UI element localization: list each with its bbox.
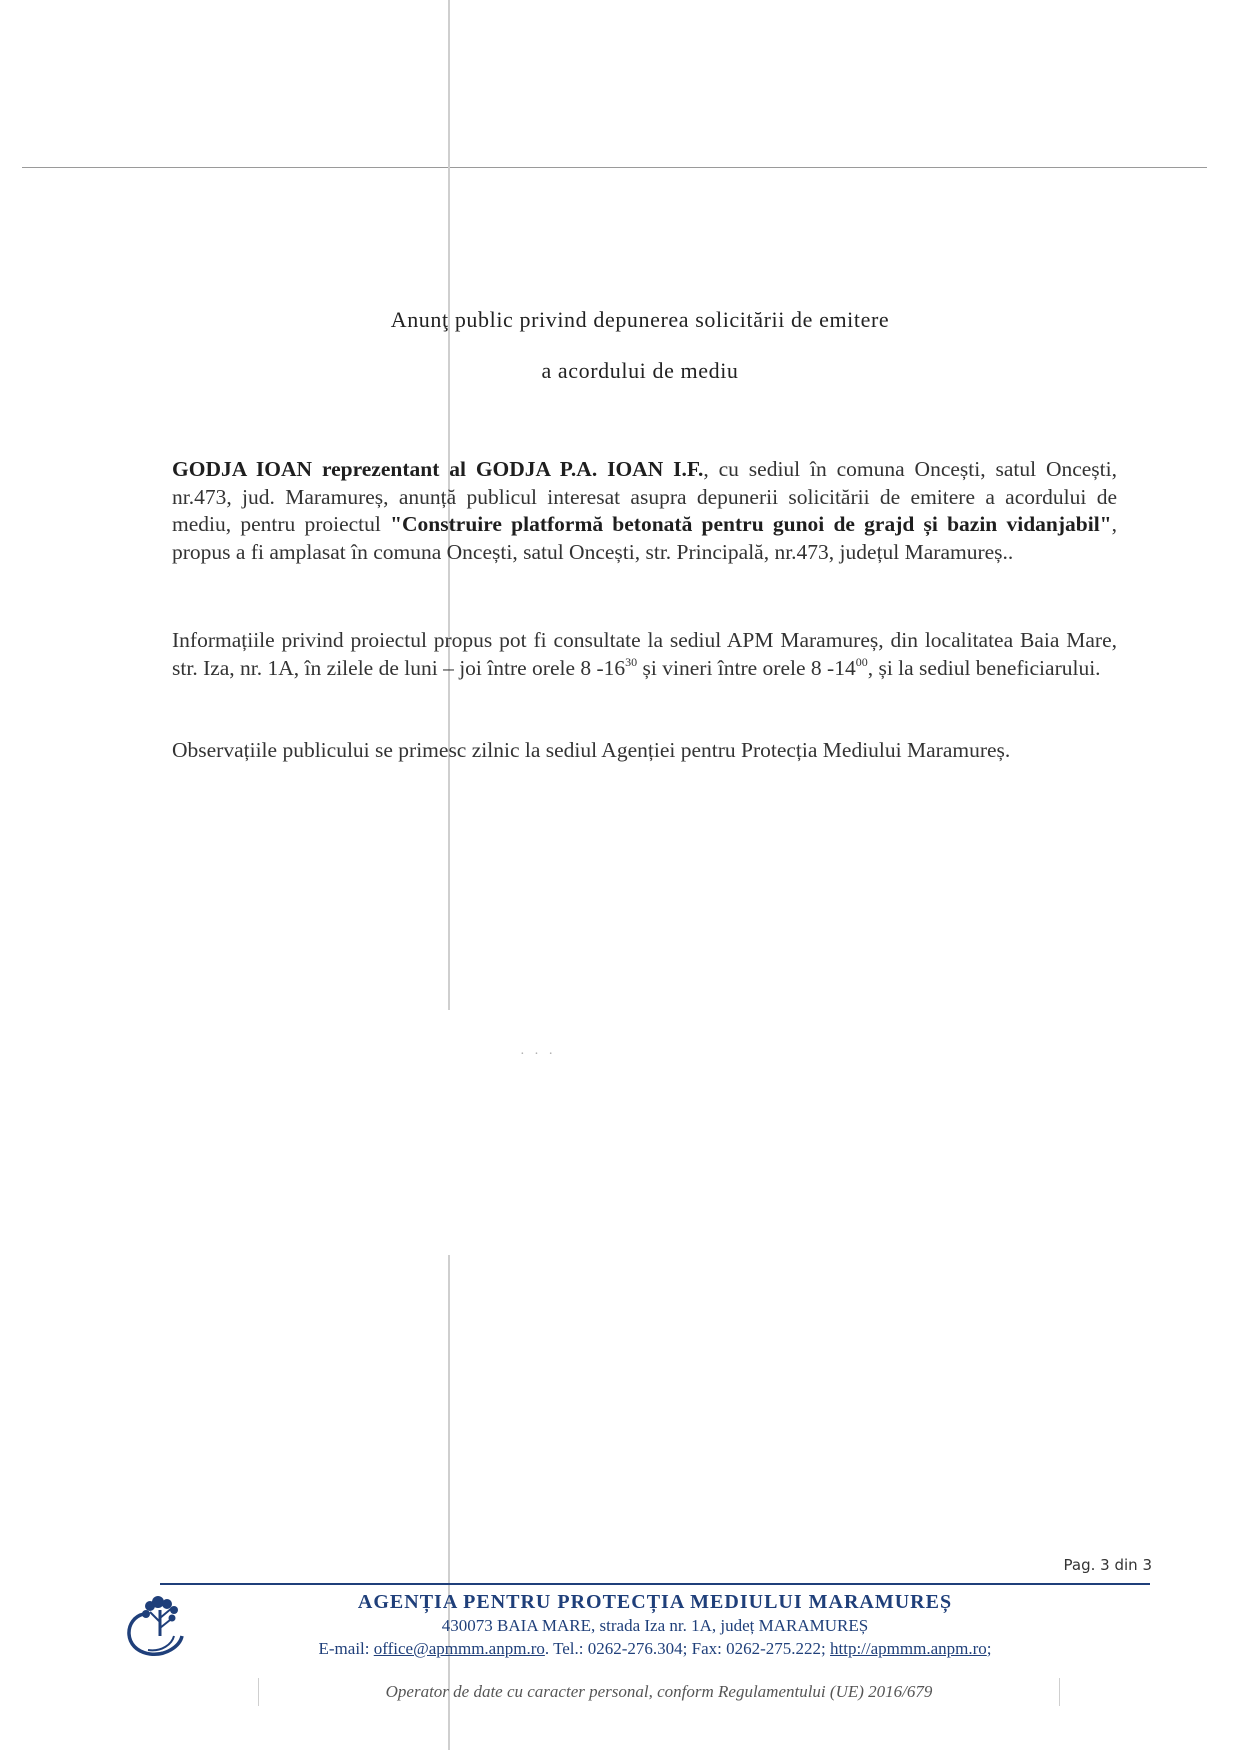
announcement-title-line2: a acordului de mediu — [541, 358, 739, 383]
project-location: , propus a fi amplasat în comuna Oncești, satul Oncești, str. Principală, nr.473, județul Maramureș.. — [172, 512, 1117, 564]
announcement-title-line1: Anunţ public privind depunerea solicitării de emitere — [390, 307, 890, 332]
consultation-beneficiary: , și la sediul beneficiarului. — [867, 655, 1101, 680]
consultation-friday: și vineri între orele 8 -14 — [637, 655, 856, 680]
scan-specks: · · · — [520, 1047, 556, 1062]
operator-note: Operator de date cu caracter personal, conform Regulamentului (UE) 2016/679 — [258, 1678, 1060, 1706]
agency-contact — [180, 1639, 1130, 1659]
applicant-name: GODJA IOAN reprezentant al GODJA P.A. IOAN I.F. — [172, 457, 704, 481]
phone-fax: . Tel.: 0262-276.304; Fax: 0262-275.222; — [544, 1639, 830, 1658]
agency-address: 430073 BAIA MARE, strada Iza nr. 1A, județ MARAMUREȘ — [441, 1616, 869, 1635]
footer-divider — [160, 1583, 1150, 1585]
email-label: E-mail: — [318, 1639, 374, 1658]
announcement-paragraph-1 — [172, 456, 1117, 566]
applicant-details: , cu sediul în comuna Oncești, satul Oncești, nr.473, jud. Maramureș, anunță publicul interesat asupra depunerii solicitării de emitere a acordului de mediu, pentru proiectul — [172, 457, 1117, 536]
website-link[interactable]: http://apmmm.anpm.ro — [830, 1639, 987, 1658]
announcement-paragraph-3: Observațiile publicului se primesc zilnic la sediul Agenției pentru Protecția Mediului Maramureș. — [172, 738, 1011, 762]
consultation-info: Informațiile privind proiectul propus pot fi consultate la sediul APM Maramureș, din localitatea Baia Mare, str. Iza, nr. 1A, în zilele de luni – joi între orele 8 -16 — [172, 628, 1117, 680]
time-minutes-1: 30 — [625, 654, 638, 669]
email-link[interactable]: office@apmmm.anpm.ro — [373, 1639, 545, 1658]
announcement-paragraph-2 — [172, 627, 1117, 682]
page-number: Pag. 3 din 3 — [1063, 1556, 1152, 1574]
project-title: "Construire platformă betonată pentru gunoi de grajd și bazin vidanjabil" — [390, 512, 1112, 536]
paper-fold-line — [448, 1255, 450, 1750]
top-divider — [22, 167, 1207, 168]
time-minutes-2: 00 — [855, 654, 868, 669]
website-suffix: ; — [986, 1639, 992, 1658]
agency-name: AGENȚIA PENTRU PROTECȚIA MEDIULUI MARAMUREȘ — [357, 1591, 953, 1613]
